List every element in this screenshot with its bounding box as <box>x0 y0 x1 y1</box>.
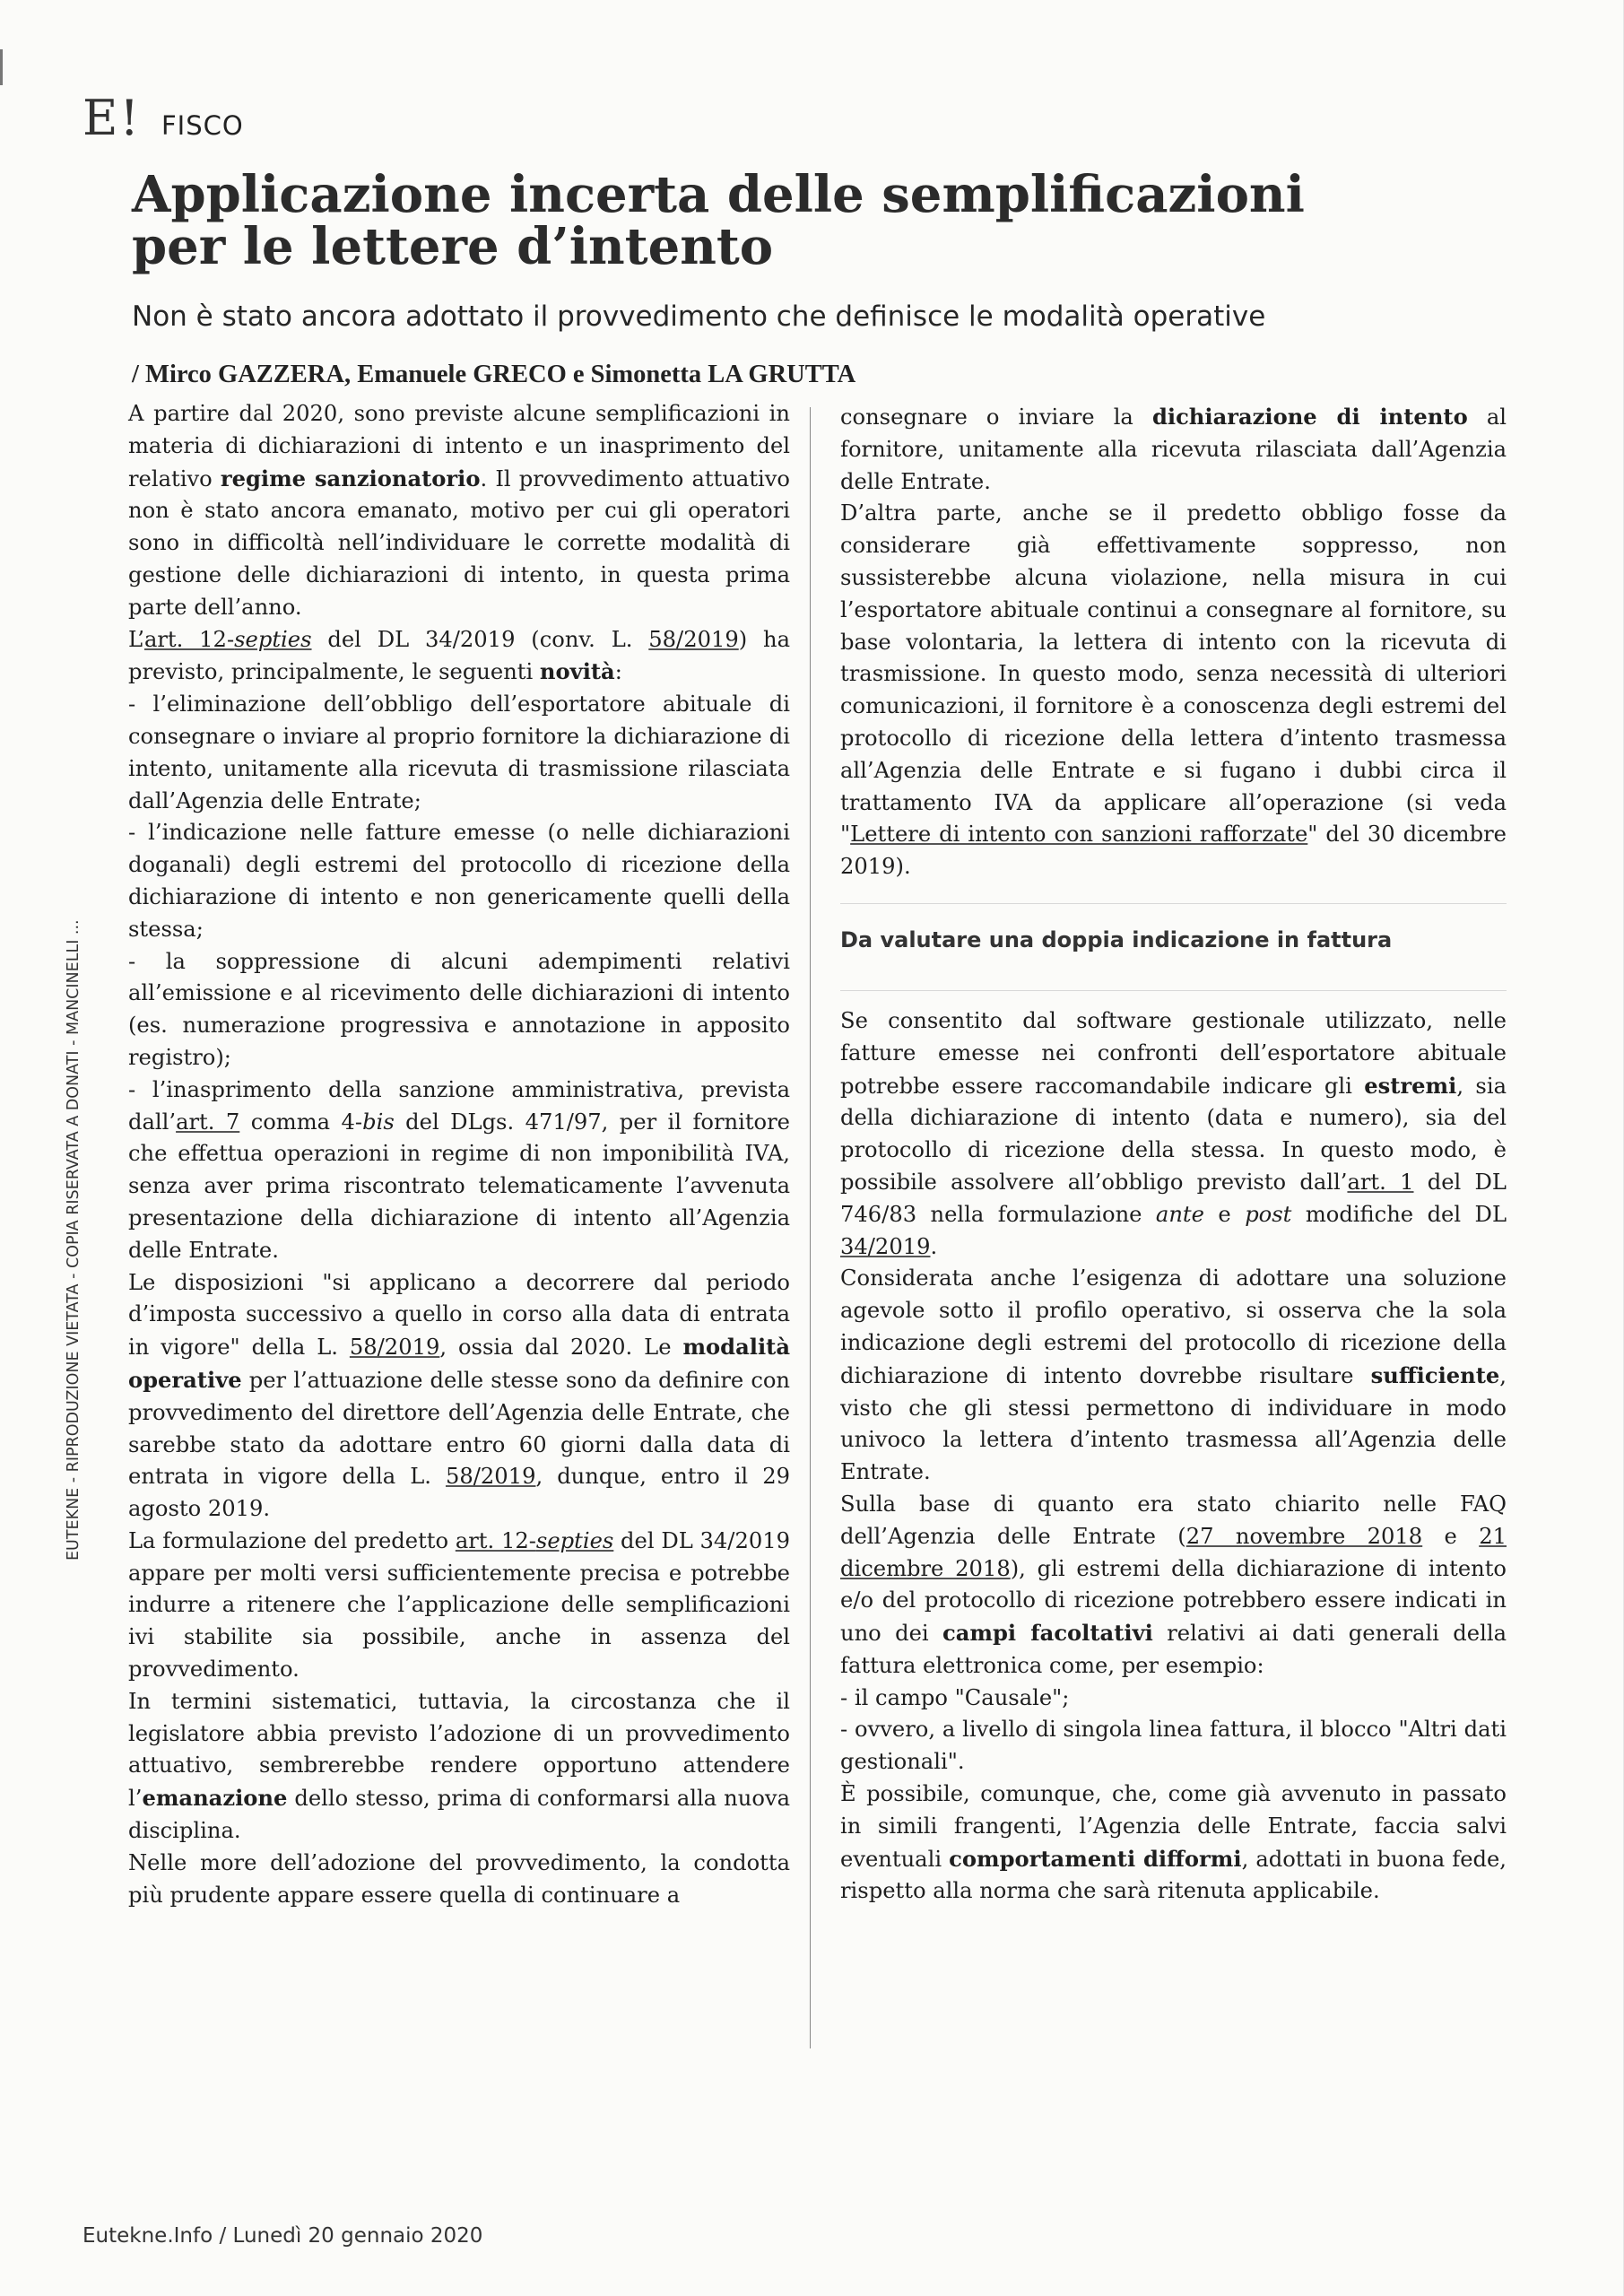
box-heading: Da valutare una doppia indicazione in fattura <box>840 903 1507 991</box>
link-art-12-septies[interactable]: art. 12-septies <box>143 626 312 652</box>
article-byline: / Mirco GAZZERA, Emanuele GRECO e Simonetta LA GRUTTA <box>132 361 856 388</box>
paragraph: Sulla base di quanto era stato chiarito nelle FAQ dell’Agenzia delle Entrate (27 novembre 2018 e 21 dicembre 2018), gli estremi della dichiarazione di intento e/o del protocollo di ricezione potrebbero essere indicati in uno dei campi facoltativi relativi ai dati generali della fattura elettronica come, per esempio: <box>840 1491 1507 1678</box>
link-art-12-septies[interactable]: art. 12-septies <box>455 1527 614 1553</box>
list-item: - la soppressione di alcuni adempimenti relativi all’emissione e al ricevimento delle dichiarazioni di intento (es. numerazione progressiva e annotazione in apposito registro); <box>128 948 790 1070</box>
list-item: - l’inasprimento della sanzione amministrativa, prevista dall’art. 7 comma 4-bis del DLgs. 471/97, per il fornitore che effettua operazioni in regime di non imponibilità IVA, senza aver prima riscontrato telematicamente l’avvenuta presentazione della dichiarazione di intento all’Agenzia delle Entrate. <box>128 1076 790 1263</box>
section-label: FISCO <box>161 110 244 141</box>
article-title: Applicazione incerta delle semplificazioni per le lettere d’intento <box>132 165 1305 276</box>
paragraph: consegnare o inviare la dichiarazione di intento al fornitore, unitamente alla ricevuta rilasciata dall’Agenzia delle Entrate. <box>840 404 1507 494</box>
list-item: - l’indicazione nelle fatture emesse (o nelle dichiarazioni doganali) degli estremi del protocollo di ricezione della dichiarazione di intento e non genericamente quelli della stessa; <box>128 820 790 942</box>
paragraph: È possibile, comunque, che, come già avvenuto in passato in simili frangenti, l’Agenzia delle Entrate, faccia salvi eventuali comportamenti difformi, adottati in buona fede, rispetto alla norma che sarà ritenuta applicabile. <box>840 1781 1507 1904</box>
article-right-column <box>840 401 1507 1908</box>
paragraph: L’art. 12-septies del DL 34/2019 (conv. L. 58/2019) ha previsto, principalmente, le seguenti novità: <box>128 626 791 685</box>
column-divider <box>810 407 811 2048</box>
link-legge-58-2019[interactable]: 58/2019 <box>648 626 739 652</box>
article-subtitle: Non è stato ancora adottato il provvedimento che definisce le modalità operative <box>132 300 1266 333</box>
paragraph: La formulazione del predetto art. 12-septies del DL 34/2019 appare per molti versi sufficientemente precisa e potrebbe indurre a ritenere che l’applicazione delle semplificazioni ivi stabilite sia possibile, anche in assenza del provvedimento. <box>128 1527 791 1683</box>
page-footer: Eutekne.Info / Lunedì 20 gennaio 2020 <box>83 2224 483 2248</box>
paragraph: Se consentito dal software gestionale utilizzato, nelle fatture emesse nei confronti dell’esportatore abituale potrebbe essere raccomandabile indicare gli estremi, sia della dichiarazione di intento (data e numero), sia del protocollo di ricezione della stessa. In questo modo, è possibile assolvere all’obbligo previsto dall’art. 1 del DL 746/83 nella formulazione ante e post modifiche del DL 34/2019. <box>840 1007 1507 1259</box>
eutekne-logo: E! <box>83 90 142 146</box>
link-art-7[interactable]: art. 7 <box>176 1109 240 1135</box>
copyright-side-note: EUTEKNE - RIPRODUZIONE VIETATA - COPIA RISERVATA A DONATI - MANCINELLI ... <box>65 919 83 1561</box>
paragraph: Le disposizioni "si applicano a decorrere dal periodo d’imposta successivo a quello in corso alla data di entrata in vigore" della L. 58/2019, ossia dal 2020. Le modalità operative per l’attuazione delle stesse sono da definire con provvedimento del direttore dell’Agenzia delle Entrate, che sarebbe stato da adottare entro 60 giorni dalla data di entrata in vigore della L. 58/2019, dunque, entro il 29 agosto 2019. <box>128 1269 790 1522</box>
page-fold-mark <box>0 49 3 85</box>
paragraph: In termini sistematici, tuttavia, la circostanza che il legislatore abbia previsto l’adozione di un provvedimento attuativo, sembrerebbe rendere opportuno attendere l’emanazione dello stesso, prima di conformarsi alla nuova disciplina. <box>128 1688 790 1844</box>
paragraph: D’altra parte, anche se il predetto obbligo fosse da considerare già effettivamente soppresso, non sussisterebbe alcuna violazione, nella misura in cui l’esportatore abituale continui a consegnare al fornitore, su base volontaria, la lettera di intento con la ricevuta di trasmissione. In questo modo, senza necessità di ulteriori comunicazioni, il fornitore è a conoscenza degli estremi del protocollo di ricezione della lettera d’intento trasmessa all’Agenzia delle Entrate e si fugano i dubbi circa il trattamento IVA da applicare all’operazione (si veda "Lettere di intento con sanzioni rafforzate" del 30 dicembre 2019). <box>840 500 1507 880</box>
link-related-article[interactable]: Lettere di intento con sanzioni rafforzate <box>850 822 1308 848</box>
list-item: - il campo "Causale"; <box>840 1684 1070 1710</box>
link-legge-58-2019[interactable]: 58/2019 <box>349 1335 440 1361</box>
paragraph: Nelle more dell’adozione del provvedimento, la condotta più prudente appare essere quella di continuare a <box>128 1849 790 1908</box>
list-item: - l’eliminazione dell’obbligo dell’esportatore abituale di consegnare o inviare al proprio fornitore la dichiarazione di intento, unitamente alla ricevuta di trasmissione rilasciata dall’Agenzia delle Entrate; <box>128 691 790 813</box>
paragraph: Considerata anche l’esigenza di adottare una soluzione agevole sotto il profilo operativo, si osserva che la sola indicazione degli estremi del protocollo di ricezione della dichiarazione di intento dovrebbe risultare sufficiente, visto che gli stessi permettono di individuare in modo univoco la lettera d’intento trasmessa all’Agenzia delle Entrate. <box>840 1265 1507 1485</box>
link-art-1[interactable]: art. 1 <box>1347 1169 1414 1195</box>
list-item: - ovvero, a livello di singola linea fattura, il blocco "Altri dati gestionali". <box>840 1717 1507 1775</box>
paragraph: A partire dal 2020, sono previste alcune semplificazioni in materia di dichiarazioni di intento e un inasprimento del relativo regime sanzionatorio. Il provvedimento attuativo non è stato ancora emanato, motivo per cui gli operatori sono in difficoltà nell’individuare le corrette modalità di gestione delle dichiarazioni di intento, in questa prima parte dell’anno. <box>128 401 790 620</box>
link-dl-34-2019[interactable]: 34/2019 <box>840 1233 931 1259</box>
link-legge-58-2019[interactable]: 58/2019 <box>445 1464 536 1490</box>
link-faq-21-dicembre[interactable]: 21 dicembre 2018 <box>840 1523 1507 1581</box>
link-faq-27-novembre[interactable]: 27 novembre 2018 <box>1185 1523 1423 1549</box>
article-left-column <box>128 398 790 1911</box>
